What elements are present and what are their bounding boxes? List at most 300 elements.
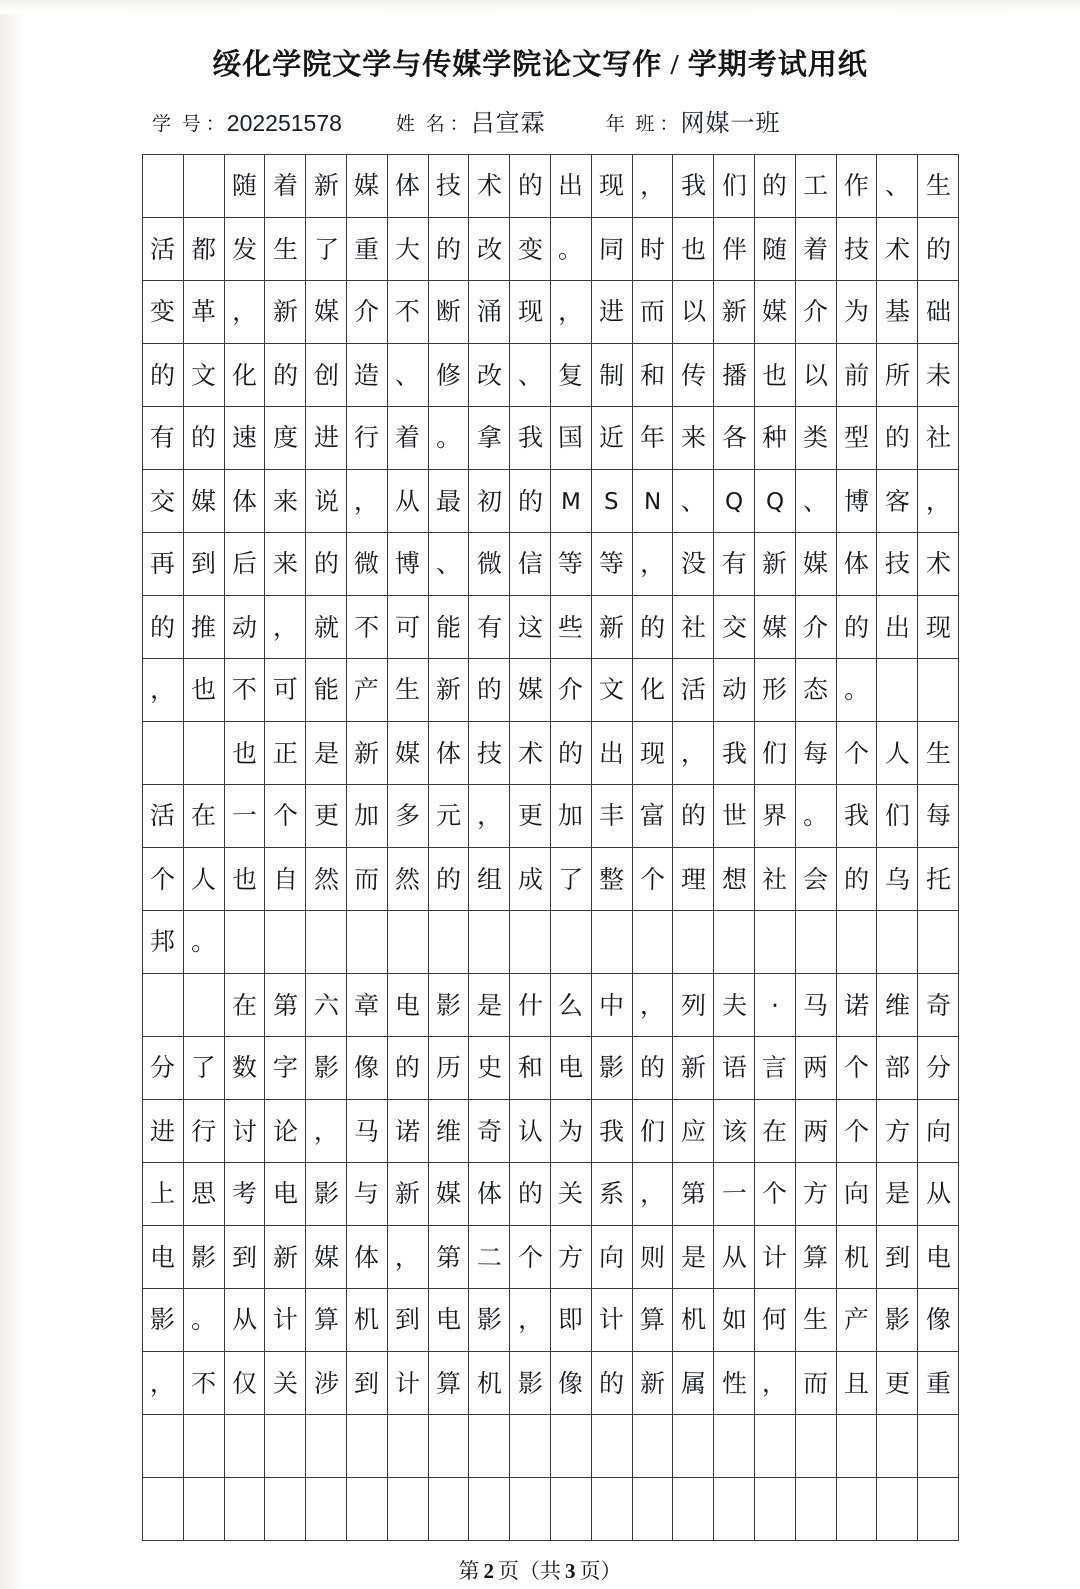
answer-grid-cell[interactable] [918, 281, 959, 344]
answer-grid-cell[interactable] [918, 659, 959, 722]
answer-grid-cell[interactable] [224, 659, 265, 722]
answer-grid-cell[interactable] [510, 1037, 551, 1100]
answer-grid-cell[interactable] [510, 596, 551, 659]
answer-grid-cell[interactable] [591, 785, 632, 848]
answer-grid-cell[interactable] [469, 533, 510, 596]
answer-grid-cell[interactable] [918, 344, 959, 407]
answer-grid-cell[interactable] [428, 1037, 469, 1100]
answer-grid-cell[interactable] [836, 1100, 877, 1163]
answer-grid-cell[interactable] [836, 1037, 877, 1100]
answer-grid-cell[interactable] [428, 911, 469, 974]
answer-grid-cell[interactable] [795, 1352, 836, 1415]
answer-grid-cell[interactable] [346, 1289, 387, 1352]
answer-grid-cell[interactable] [550, 470, 591, 533]
answer-grid-cell[interactable] [754, 1415, 795, 1478]
answer-grid-cell[interactable] [306, 1289, 347, 1352]
answer-grid-cell[interactable] [265, 1226, 306, 1289]
answer-grid-cell[interactable] [510, 407, 551, 470]
answer-grid-cell[interactable] [469, 407, 510, 470]
answer-grid-cell[interactable] [591, 1352, 632, 1415]
answer-grid-cell[interactable] [673, 1163, 714, 1226]
answer-grid-cell[interactable] [918, 1100, 959, 1163]
answer-grid-cell[interactable] [510, 533, 551, 596]
answer-grid-cell[interactable] [795, 1478, 836, 1541]
answer-grid-cell[interactable] [877, 155, 918, 218]
answer-grid-cell[interactable] [265, 1163, 306, 1226]
answer-grid-cell[interactable] [346, 470, 387, 533]
answer-grid-cell[interactable] [346, 659, 387, 722]
answer-grid-cell[interactable] [224, 470, 265, 533]
answer-grid-cell[interactable] [387, 155, 428, 218]
answer-grid-cell[interactable] [510, 1163, 551, 1226]
answer-grid-cell[interactable] [673, 848, 714, 911]
answer-grid-cell[interactable] [469, 659, 510, 722]
answer-grid-cell[interactable] [265, 1289, 306, 1352]
answer-grid-cell[interactable] [224, 1352, 265, 1415]
answer-grid-cell[interactable] [632, 407, 673, 470]
answer-grid-cell[interactable] [387, 344, 428, 407]
answer-grid-cell[interactable] [265, 281, 306, 344]
answer-grid-cell[interactable] [265, 533, 306, 596]
answer-grid-cell[interactable] [550, 974, 591, 1037]
answer-grid-cell[interactable] [877, 1100, 918, 1163]
answer-grid-cell[interactable] [306, 722, 347, 785]
answer-grid-cell[interactable] [306, 974, 347, 1037]
answer-grid-cell[interactable] [714, 1415, 755, 1478]
answer-grid-cell[interactable] [836, 659, 877, 722]
answer-grid-cell[interactable] [224, 1289, 265, 1352]
answer-grid-cell[interactable] [632, 533, 673, 596]
answer-grid-cell[interactable] [836, 974, 877, 1037]
answer-grid-cell[interactable] [469, 1226, 510, 1289]
answer-grid-cell[interactable] [632, 1478, 673, 1541]
answer-grid-cell[interactable] [673, 1415, 714, 1478]
answer-grid-cell[interactable] [754, 974, 795, 1037]
answer-grid-cell[interactable] [265, 722, 306, 785]
answer-grid-cell[interactable] [143, 407, 184, 470]
answer-grid-cell[interactable] [754, 218, 795, 281]
answer-grid-cell[interactable] [469, 344, 510, 407]
answer-grid-cell[interactable] [469, 281, 510, 344]
answer-grid-cell[interactable] [632, 596, 673, 659]
answer-grid-cell[interactable] [428, 155, 469, 218]
answer-grid-cell[interactable] [143, 218, 184, 281]
answer-grid-cell[interactable] [387, 596, 428, 659]
answer-grid-cell[interactable] [306, 1163, 347, 1226]
answer-grid-cell[interactable] [591, 1037, 632, 1100]
answer-grid-cell[interactable] [550, 281, 591, 344]
answer-grid-cell[interactable] [795, 533, 836, 596]
answer-grid-cell[interactable] [183, 596, 224, 659]
answer-grid-cell[interactable] [673, 344, 714, 407]
answer-grid-cell[interactable] [632, 974, 673, 1037]
answer-grid-cell[interactable] [550, 596, 591, 659]
answer-grid-cell[interactable] [143, 1226, 184, 1289]
answer-grid-cell[interactable] [469, 470, 510, 533]
answer-grid-cell[interactable] [387, 1352, 428, 1415]
answer-grid-cell[interactable] [224, 407, 265, 470]
answer-grid-cell[interactable] [428, 1289, 469, 1352]
answer-grid-cell[interactable] [673, 1226, 714, 1289]
answer-grid-cell[interactable] [510, 344, 551, 407]
answer-grid-cell[interactable] [754, 344, 795, 407]
answer-grid-cell[interactable] [469, 1037, 510, 1100]
answer-grid-cell[interactable] [632, 155, 673, 218]
answer-grid-cell[interactable] [550, 218, 591, 281]
answer-grid-cell[interactable] [877, 1415, 918, 1478]
answer-grid-cell[interactable] [387, 470, 428, 533]
answer-grid-cell[interactable] [469, 1289, 510, 1352]
answer-grid-cell[interactable] [510, 218, 551, 281]
answer-grid-cell[interactable] [510, 1226, 551, 1289]
answer-grid-cell[interactable] [591, 1226, 632, 1289]
answer-grid-cell[interactable] [591, 1289, 632, 1352]
answer-grid-cell[interactable] [836, 911, 877, 974]
answer-grid-cell[interactable] [836, 470, 877, 533]
answer-grid-cell[interactable] [183, 1478, 224, 1541]
answer-grid-cell[interactable] [387, 1478, 428, 1541]
answer-grid-cell[interactable] [387, 911, 428, 974]
answer-grid-cell[interactable] [714, 1289, 755, 1352]
answer-grid-cell[interactable] [673, 722, 714, 785]
answer-grid-cell[interactable] [632, 1352, 673, 1415]
answer-grid-cell[interactable] [428, 1415, 469, 1478]
answer-grid-cell[interactable] [591, 407, 632, 470]
answer-grid-cell[interactable] [346, 1100, 387, 1163]
answer-grid-cell[interactable] [428, 218, 469, 281]
answer-grid-cell[interactable] [632, 848, 673, 911]
answer-grid-cell[interactable] [143, 533, 184, 596]
answer-grid-cell[interactable] [673, 911, 714, 974]
answer-grid-cell[interactable] [387, 1226, 428, 1289]
answer-grid-cell[interactable] [877, 785, 918, 848]
answer-grid-cell[interactable] [510, 155, 551, 218]
answer-grid-cell[interactable] [918, 911, 959, 974]
answer-grid-cell[interactable] [510, 785, 551, 848]
answer-grid-cell[interactable] [224, 1100, 265, 1163]
answer-grid-cell[interactable] [387, 281, 428, 344]
answer-grid-cell[interactable] [795, 344, 836, 407]
answer-grid-cell[interactable] [714, 281, 755, 344]
answer-grid-cell[interactable] [224, 1163, 265, 1226]
answer-grid-cell[interactable] [346, 1226, 387, 1289]
answer-grid-cell[interactable] [346, 596, 387, 659]
answer-grid-cell[interactable] [143, 596, 184, 659]
answer-grid-cell[interactable] [836, 1415, 877, 1478]
answer-grid-cell[interactable] [306, 407, 347, 470]
answer-grid-cell[interactable] [387, 974, 428, 1037]
answer-grid-cell[interactable] [591, 1478, 632, 1541]
answer-grid-cell[interactable] [877, 533, 918, 596]
answer-grid-cell[interactable] [265, 155, 306, 218]
answer-grid-cell[interactable] [632, 470, 673, 533]
answer-grid-cell[interactable] [918, 533, 959, 596]
answer-grid-cell[interactable] [591, 344, 632, 407]
answer-grid-cell[interactable] [387, 785, 428, 848]
answer-grid-cell[interactable] [673, 1478, 714, 1541]
answer-grid-cell[interactable] [918, 1352, 959, 1415]
answer-grid-cell[interactable] [754, 470, 795, 533]
answer-grid-cell[interactable] [918, 1415, 959, 1478]
answer-grid-cell[interactable] [183, 722, 224, 785]
answer-grid-cell[interactable] [877, 911, 918, 974]
answer-grid-cell[interactable] [143, 1037, 184, 1100]
answer-grid-cell[interactable] [550, 1100, 591, 1163]
answer-grid-cell[interactable] [877, 1289, 918, 1352]
answer-grid-cell[interactable] [469, 218, 510, 281]
answer-grid-cell[interactable] [469, 155, 510, 218]
answer-grid-cell[interactable] [632, 281, 673, 344]
answer-grid-cell[interactable] [265, 848, 306, 911]
answer-grid-cell[interactable] [143, 470, 184, 533]
answer-grid-cell[interactable] [224, 344, 265, 407]
answer-grid-cell[interactable] [877, 659, 918, 722]
answer-grid-cell[interactable] [795, 659, 836, 722]
answer-grid-cell[interactable] [224, 281, 265, 344]
answer-grid-cell[interactable] [469, 785, 510, 848]
answer-grid-cell[interactable] [795, 974, 836, 1037]
answer-grid-cell[interactable] [183, 659, 224, 722]
answer-grid-cell[interactable] [714, 596, 755, 659]
answer-grid-cell[interactable] [591, 596, 632, 659]
answer-grid-cell[interactable] [510, 1100, 551, 1163]
answer-grid-cell[interactable] [591, 722, 632, 785]
answer-grid-cell[interactable] [918, 1478, 959, 1541]
answer-grid-cell[interactable] [346, 281, 387, 344]
answer-grid-cell[interactable] [143, 1289, 184, 1352]
answer-grid-cell[interactable] [346, 911, 387, 974]
answer-grid-cell[interactable] [183, 1100, 224, 1163]
answer-grid-cell[interactable] [550, 911, 591, 974]
answer-grid-cell[interactable] [918, 1037, 959, 1100]
answer-grid-cell[interactable] [877, 218, 918, 281]
answer-grid-cell[interactable] [265, 1478, 306, 1541]
answer-grid-cell[interactable] [550, 848, 591, 911]
answer-grid-cell[interactable] [183, 1289, 224, 1352]
answer-grid-cell[interactable] [306, 1478, 347, 1541]
answer-grid-cell[interactable] [632, 1415, 673, 1478]
answer-grid-cell[interactable] [591, 848, 632, 911]
answer-grid-cell[interactable] [224, 1478, 265, 1541]
answer-grid-cell[interactable] [918, 407, 959, 470]
answer-grid-cell[interactable] [795, 848, 836, 911]
answer-grid-cell[interactable] [795, 785, 836, 848]
answer-grid-cell[interactable] [877, 407, 918, 470]
answer-grid-cell[interactable] [469, 1415, 510, 1478]
answer-grid-cell[interactable] [510, 1478, 551, 1541]
answer-grid-cell[interactable] [428, 344, 469, 407]
answer-grid-cell[interactable] [632, 911, 673, 974]
answer-grid-cell[interactable] [795, 596, 836, 659]
answer-grid-cell[interactable] [143, 974, 184, 1037]
answer-grid-cell[interactable] [306, 281, 347, 344]
answer-grid-cell[interactable] [714, 785, 755, 848]
answer-grid-cell[interactable] [224, 911, 265, 974]
answer-grid-cell[interactable] [183, 218, 224, 281]
answer-grid-cell[interactable] [632, 1289, 673, 1352]
answer-grid-cell[interactable] [877, 1478, 918, 1541]
answer-grid-cell[interactable] [550, 1415, 591, 1478]
answer-grid-cell[interactable] [143, 722, 184, 785]
answer-grid-cell[interactable] [469, 1478, 510, 1541]
answer-grid-cell[interactable] [714, 974, 755, 1037]
answer-grid-cell[interactable] [918, 1289, 959, 1352]
answer-grid-cell[interactable] [306, 1226, 347, 1289]
answer-grid-cell[interactable] [143, 785, 184, 848]
answer-grid-cell[interactable] [550, 1226, 591, 1289]
answer-grid-cell[interactable] [387, 1163, 428, 1226]
answer-grid-cell[interactable] [632, 1163, 673, 1226]
answer-grid-cell[interactable] [918, 1226, 959, 1289]
answer-grid-cell[interactable] [754, 1289, 795, 1352]
answer-grid-cell[interactable] [469, 974, 510, 1037]
answer-grid-cell[interactable] [836, 1289, 877, 1352]
answer-grid-cell[interactable] [306, 533, 347, 596]
answer-grid-cell[interactable] [346, 1352, 387, 1415]
answer-grid-cell[interactable] [714, 911, 755, 974]
answer-grid-cell[interactable] [591, 659, 632, 722]
answer-grid-cell[interactable] [836, 218, 877, 281]
answer-grid-cell[interactable] [673, 407, 714, 470]
answer-grid-cell[interactable] [428, 470, 469, 533]
answer-grid-cell[interactable] [550, 722, 591, 785]
answer-grid-cell[interactable] [836, 722, 877, 785]
answer-grid-cell[interactable] [550, 533, 591, 596]
answer-grid-cell[interactable] [510, 281, 551, 344]
answer-grid-cell[interactable] [754, 659, 795, 722]
answer-grid-cell[interactable] [673, 785, 714, 848]
answer-grid-cell[interactable] [265, 659, 306, 722]
answer-grid-cell[interactable] [877, 1226, 918, 1289]
answer-grid-cell[interactable] [306, 1352, 347, 1415]
answer-grid-cell[interactable] [306, 470, 347, 533]
answer-grid-cell[interactable] [795, 1163, 836, 1226]
answer-grid-cell[interactable] [673, 281, 714, 344]
answer-grid-cell[interactable] [387, 1037, 428, 1100]
answer-grid-cell[interactable] [469, 722, 510, 785]
answer-grid-cell[interactable] [591, 974, 632, 1037]
answer-grid-cell[interactable] [918, 848, 959, 911]
answer-grid-cell[interactable] [143, 281, 184, 344]
answer-grid-cell[interactable] [510, 1352, 551, 1415]
answer-grid-cell[interactable] [795, 1100, 836, 1163]
answer-grid-cell[interactable] [591, 155, 632, 218]
answer-grid-cell[interactable] [836, 407, 877, 470]
answer-grid-cell[interactable] [183, 911, 224, 974]
answer-grid-cell[interactable] [428, 281, 469, 344]
answer-grid-cell[interactable] [673, 1100, 714, 1163]
answer-grid-cell[interactable] [428, 533, 469, 596]
answer-grid-cell[interactable] [346, 1415, 387, 1478]
answer-grid-cell[interactable] [836, 1163, 877, 1226]
answer-grid-cell[interactable] [877, 848, 918, 911]
answer-grid-cell[interactable] [632, 1226, 673, 1289]
answer-grid-cell[interactable] [877, 470, 918, 533]
answer-grid-cell[interactable] [550, 1037, 591, 1100]
answer-grid-cell[interactable] [836, 785, 877, 848]
answer-grid-cell[interactable] [387, 1100, 428, 1163]
answer-grid-cell[interactable] [754, 1352, 795, 1415]
answer-grid-cell[interactable] [877, 281, 918, 344]
answer-grid-cell[interactable] [510, 1289, 551, 1352]
answer-grid-cell[interactable] [795, 407, 836, 470]
answer-grid-cell[interactable] [428, 974, 469, 1037]
answer-grid-cell[interactable] [550, 344, 591, 407]
answer-grid-cell[interactable] [795, 1289, 836, 1352]
answer-grid-cell[interactable] [428, 596, 469, 659]
answer-grid-cell[interactable] [143, 848, 184, 911]
answer-grid-cell[interactable] [714, 155, 755, 218]
answer-grid-cell[interactable] [346, 344, 387, 407]
answer-grid-cell[interactable] [265, 596, 306, 659]
answer-grid-cell[interactable] [265, 470, 306, 533]
answer-grid-cell[interactable] [714, 470, 755, 533]
answer-grid-cell[interactable] [183, 974, 224, 1037]
answer-grid-cell[interactable] [428, 848, 469, 911]
answer-grid-cell[interactable] [550, 1478, 591, 1541]
answer-grid-cell[interactable] [673, 1352, 714, 1415]
answer-grid-cell[interactable] [714, 407, 755, 470]
answer-grid-cell[interactable] [754, 1478, 795, 1541]
answer-grid-cell[interactable] [550, 407, 591, 470]
answer-grid-cell[interactable] [836, 344, 877, 407]
answer-grid-cell[interactable] [183, 1163, 224, 1226]
answer-grid-cell[interactable] [387, 407, 428, 470]
answer-grid-cell[interactable] [346, 1037, 387, 1100]
answer-grid-cell[interactable] [714, 848, 755, 911]
answer-grid-cell[interactable] [795, 1226, 836, 1289]
answer-grid-cell[interactable] [224, 848, 265, 911]
answer-grid-cell[interactable] [387, 722, 428, 785]
answer-grid-cell[interactable] [714, 1100, 755, 1163]
answer-grid-cell[interactable] [428, 785, 469, 848]
answer-grid-cell[interactable] [346, 218, 387, 281]
answer-grid-cell[interactable] [714, 1226, 755, 1289]
answer-grid-cell[interactable] [143, 1100, 184, 1163]
answer-grid-cell[interactable] [714, 1163, 755, 1226]
answer-grid-cell[interactable] [346, 155, 387, 218]
answer-grid-cell[interactable] [836, 533, 877, 596]
answer-grid-cell[interactable] [224, 974, 265, 1037]
answer-grid-cell[interactable] [183, 1037, 224, 1100]
answer-grid-cell[interactable] [714, 1478, 755, 1541]
answer-grid-cell[interactable] [673, 470, 714, 533]
answer-grid-cell[interactable] [877, 722, 918, 785]
answer-grid-cell[interactable] [918, 470, 959, 533]
answer-grid-cell[interactable] [469, 1352, 510, 1415]
answer-grid-cell[interactable] [918, 722, 959, 785]
answer-grid-cell[interactable] [550, 1289, 591, 1352]
answer-grid-cell[interactable] [143, 1163, 184, 1226]
answer-grid-cell[interactable] [265, 785, 306, 848]
answer-grid-cell[interactable] [306, 1100, 347, 1163]
answer-grid-cell[interactable] [143, 911, 184, 974]
answer-grid-cell[interactable] [632, 1037, 673, 1100]
answer-grid-cell[interactable] [306, 848, 347, 911]
answer-grid-cell[interactable] [632, 218, 673, 281]
answer-grid-cell[interactable] [183, 533, 224, 596]
answer-grid-cell[interactable] [428, 1478, 469, 1541]
answer-grid-cell[interactable] [387, 1415, 428, 1478]
answer-grid-cell[interactable] [306, 659, 347, 722]
answer-grid-cell[interactable] [428, 659, 469, 722]
answer-grid-cell[interactable] [346, 785, 387, 848]
answer-grid-cell[interactable] [754, 407, 795, 470]
answer-grid-cell[interactable] [632, 1100, 673, 1163]
answer-grid-cell[interactable] [224, 785, 265, 848]
answer-grid-cell[interactable] [795, 218, 836, 281]
answer-grid-cell[interactable] [836, 281, 877, 344]
